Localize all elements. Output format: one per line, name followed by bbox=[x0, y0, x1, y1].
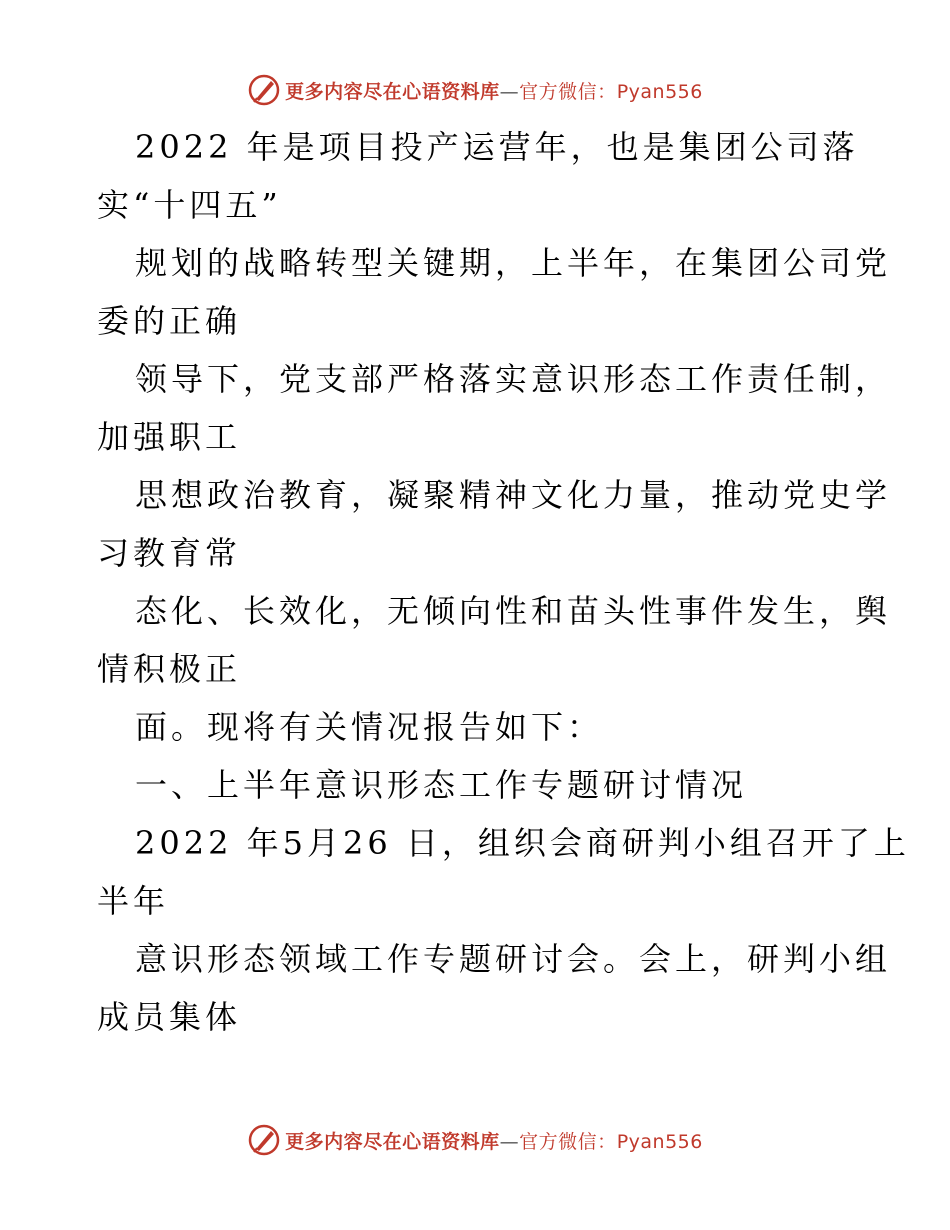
quill-logo-icon bbox=[247, 1123, 281, 1157]
text-line: 领导下，党支部严格落实意识形态工作责任制， bbox=[135, 360, 892, 398]
text-line: 委的正确 bbox=[97, 302, 242, 340]
text-line: 规划的战略转型关键期，上半年，在集团公司党 bbox=[135, 244, 892, 282]
quill-logo-icon bbox=[247, 73, 281, 107]
document-body bbox=[97, 118, 910, 1046]
header-text bbox=[285, 77, 703, 104]
footer-text bbox=[285, 1127, 703, 1154]
text-line: 实“十四五” bbox=[97, 186, 282, 224]
header-wechat-id: Pyan556 bbox=[616, 80, 703, 103]
text-line: 思想政治教育，凝聚精神文化力量，推动党史学 bbox=[135, 476, 892, 514]
text-line: 情积极正 bbox=[97, 650, 242, 688]
text-line: 一、上半年意识形态工作专题研讨情况 bbox=[135, 766, 748, 804]
header-separator: — bbox=[499, 80, 520, 103]
text-line: 面。现将有关情况报告如下： bbox=[135, 708, 604, 746]
footer-wechat-label: 官方微信： bbox=[519, 1130, 617, 1153]
text-line: 意识形态领域工作专题研讨会。会上，研判小组 bbox=[135, 940, 892, 978]
text-line: 态化、长效化，无倾向性和苗头性事件发生，舆 bbox=[135, 592, 892, 630]
header-banner bbox=[0, 70, 950, 110]
text-line: 2022 年5月26 日，组织会商研判小组召开了上 bbox=[135, 824, 910, 862]
footer-brand-text: 更多内容尽在心语资料库 bbox=[285, 1130, 500, 1153]
text-line: 2022 年是项目投产运营年，也是集团公司落 bbox=[135, 128, 859, 166]
text-line: 习教育常 bbox=[97, 534, 242, 572]
header-brand-text: 更多内容尽在心语资料库 bbox=[285, 80, 500, 103]
text-line: 加强职工 bbox=[97, 418, 242, 456]
footer-separator: — bbox=[499, 1130, 520, 1153]
footer-banner bbox=[0, 1120, 950, 1160]
text-line: 半年 bbox=[97, 882, 170, 920]
text-line: 成员集体 bbox=[97, 998, 242, 1036]
footer-wechat-id: Pyan556 bbox=[616, 1130, 703, 1153]
header-wechat-label: 官方微信： bbox=[519, 80, 617, 103]
